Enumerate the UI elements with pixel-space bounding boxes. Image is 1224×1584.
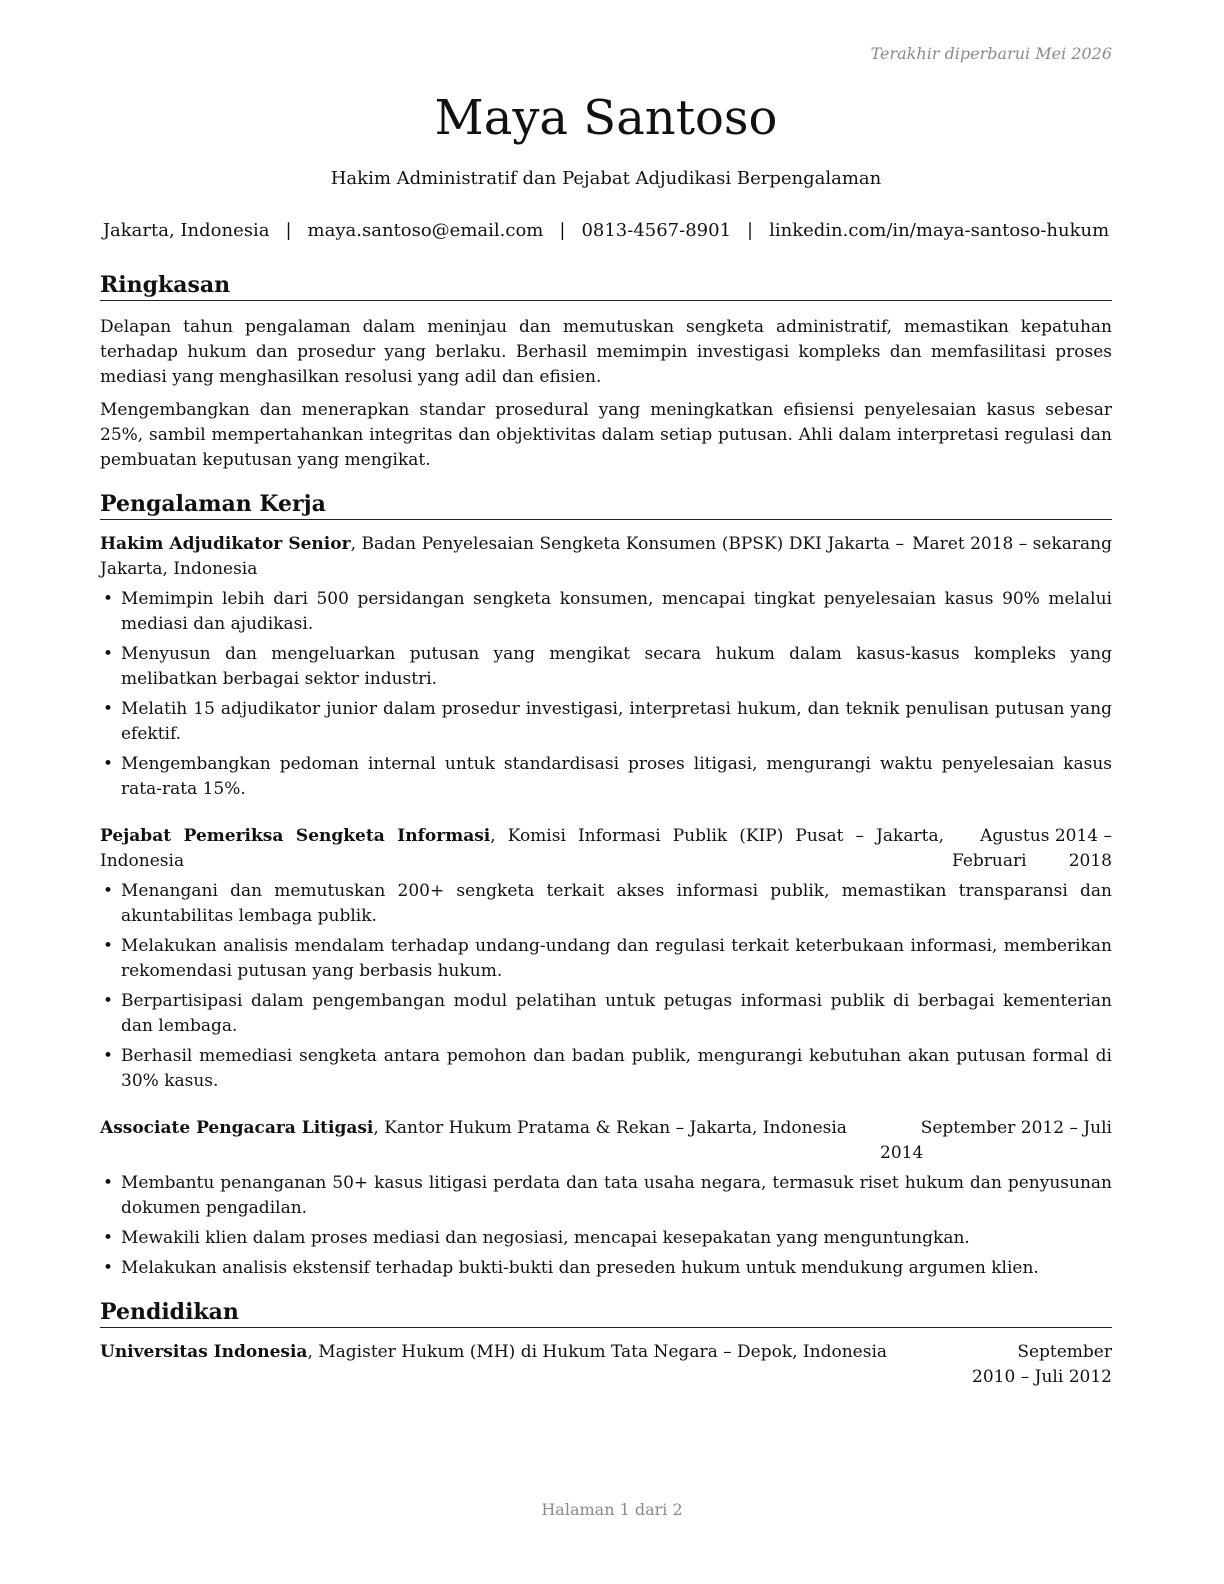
job-position [100, 532, 904, 582]
education-details: , Magister Hukum (MH) di Hukum Tata Negara – Depok, Indonesia [307, 1342, 888, 1362]
contact-location: Jakarta, Indonesia [102, 220, 270, 241]
summary-paragraph: Mengembangkan dan menerapkan standar prosedural yang meningkatkan efisiensi penyelesaian kasus sebesar 25%, sambil mempertahankan integritas dan objektivitas dalam setiap putusan. Ahli dalam interpretasi regulasi dan pembuatan keputusan yang mengikat. [100, 400, 1112, 470]
list-item: • Berpartisipasi dalam pengembangan modul pelatihan untuk petugas informasi publik di berbagai kementerian dan lembaga. [100, 989, 1112, 1039]
job-entry [100, 532, 1112, 802]
education-degree [100, 1340, 964, 1365]
experience-section [100, 489, 1112, 1281]
list-item: • Melakukan analisis ekstensif terhadap bukti-bukti dan preseden hukum untuk mendukung argumen klien. [100, 1256, 1112, 1281]
job-bullets [100, 879, 1112, 1094]
education-section [100, 1297, 1112, 1390]
job-entry [100, 824, 1112, 1094]
job-bullets [100, 1171, 1112, 1281]
contact-email[interactable]: maya.santoso@email.com [307, 220, 544, 241]
summary-section [100, 270, 1112, 473]
job-organization: , Komisi Informasi Publik (KIP) Pusat – Jakarta, Indonesia [100, 826, 944, 871]
contact-phone: 0813-4567-8901 [581, 220, 732, 241]
summary-heading: Ringkasan [100, 270, 1112, 301]
education-header [100, 1340, 1112, 1390]
job-organization: , Kantor Hukum Pratama & Rekan – Jakarta, Indonesia [373, 1118, 847, 1138]
job-role: Pejabat Pemeriksa Sengketa Informasi [100, 826, 491, 846]
job-organization: , Badan Penyelesaian Sengketa Konsumen (BPSK) DKI Jakarta – Jakarta, Indonesia [100, 534, 905, 579]
contact-line [100, 218, 1112, 244]
education-entry [100, 1340, 1112, 1390]
page-number: Halaman 1 dari 2 [541, 1500, 683, 1519]
job-position [100, 1116, 872, 1141]
contact-linkedin[interactable]: linkedin.com/in/maya-santoso-hukum [769, 220, 1110, 241]
summary-paragraph: Delapan tahun pengalaman dalam meninjau dan memutuskan sengketa administratif, memastikan kepatuhan terhadap hukum dan prosedur yang berlaku. Berhasil memimpin investigasi kompleks dan memfasilitasi proses mediasi yang menghasilkan resolusi yang adil dan efisien. [100, 317, 1112, 387]
job-dates: September 2012 – Juli 2014 [880, 1118, 1112, 1163]
contact-separator: | [747, 220, 754, 241]
list-item: • Melakukan analisis mendalam terhadap undang-undang dan regulasi terkait keterbukaan informasi, memberikan rekomendasi putusan yang berbasis hukum. [100, 934, 1112, 984]
candidate-title: Hakim Administratif dan Pejabat Adjudikasi Berpengalaman [330, 168, 882, 189]
job-entry [100, 1116, 1112, 1281]
job-dates: Agustus 2014 – Februari 2018 [952, 826, 1112, 871]
job-header [100, 824, 1112, 874]
job-header [100, 532, 1112, 582]
education-dates: September 2010 – Juli 2012 [972, 1342, 1112, 1387]
contact-separator: | [559, 220, 566, 241]
list-item: • Mewakili klien dalam proses mediasi dan negosiasi, mencapai kesepakatan yang menguntungkan. [100, 1226, 1112, 1251]
experience-heading: Pengalaman Kerja [100, 489, 1112, 520]
list-item: • Berhasil memediasi sengketa antara pemohon dan badan publik, mengurangi kebutuhan akan putusan formal di 30% kasus. [100, 1044, 1112, 1094]
job-position [100, 824, 944, 874]
list-item: • Melatih 15 adjudikator junior dalam prosedur investigasi, interpretasi hukum, dan teknik penulisan putusan yang efektif. [100, 697, 1112, 747]
job-dates: Maret 2018 – sekarang [912, 534, 1112, 554]
job-role: Associate Pengacara Litigasi [100, 1118, 374, 1138]
list-item: • Menyusun dan mengeluarkan putusan yang mengikat secara hukum dalam kasus-kasus kompleks yang melibatkan berbagai sektor industri. [100, 642, 1112, 692]
job-bullets [100, 587, 1112, 802]
list-item: • Memimpin lebih dari 500 persidangan sengketa konsumen, mencapai tingkat penyelesaian kasus 90% melalui mediasi dan ajudikasi. [100, 587, 1112, 637]
education-school: Universitas Indonesia [100, 1342, 308, 1362]
list-item: • Mengembangkan pedoman internal untuk standardisasi proses litigasi, mengurangi waktu penyelesaian kasus rata-rata 15%. [100, 752, 1112, 802]
candidate-name: Maya Santoso [434, 90, 778, 146]
last-updated: Terakhir diperbarui Mei 2026 [870, 44, 1112, 63]
list-item: • Menangani dan memutuskan 200+ sengketa terkait akses informasi publik, memastikan transparansi dan akuntabilitas lembaga publik. [100, 879, 1112, 929]
list-item: • Membantu penanganan 50+ kasus litigasi perdata dan tata usaha negara, termasuk riset hukum dan penyusunan dokumen pengadilan. [100, 1171, 1112, 1221]
job-role: Hakim Adjudikator Senior [100, 534, 351, 554]
job-header [100, 1116, 1112, 1166]
contact-separator: | [285, 220, 292, 241]
resume-content [100, 270, 1112, 1390]
education-heading: Pendidikan [100, 1297, 1112, 1328]
